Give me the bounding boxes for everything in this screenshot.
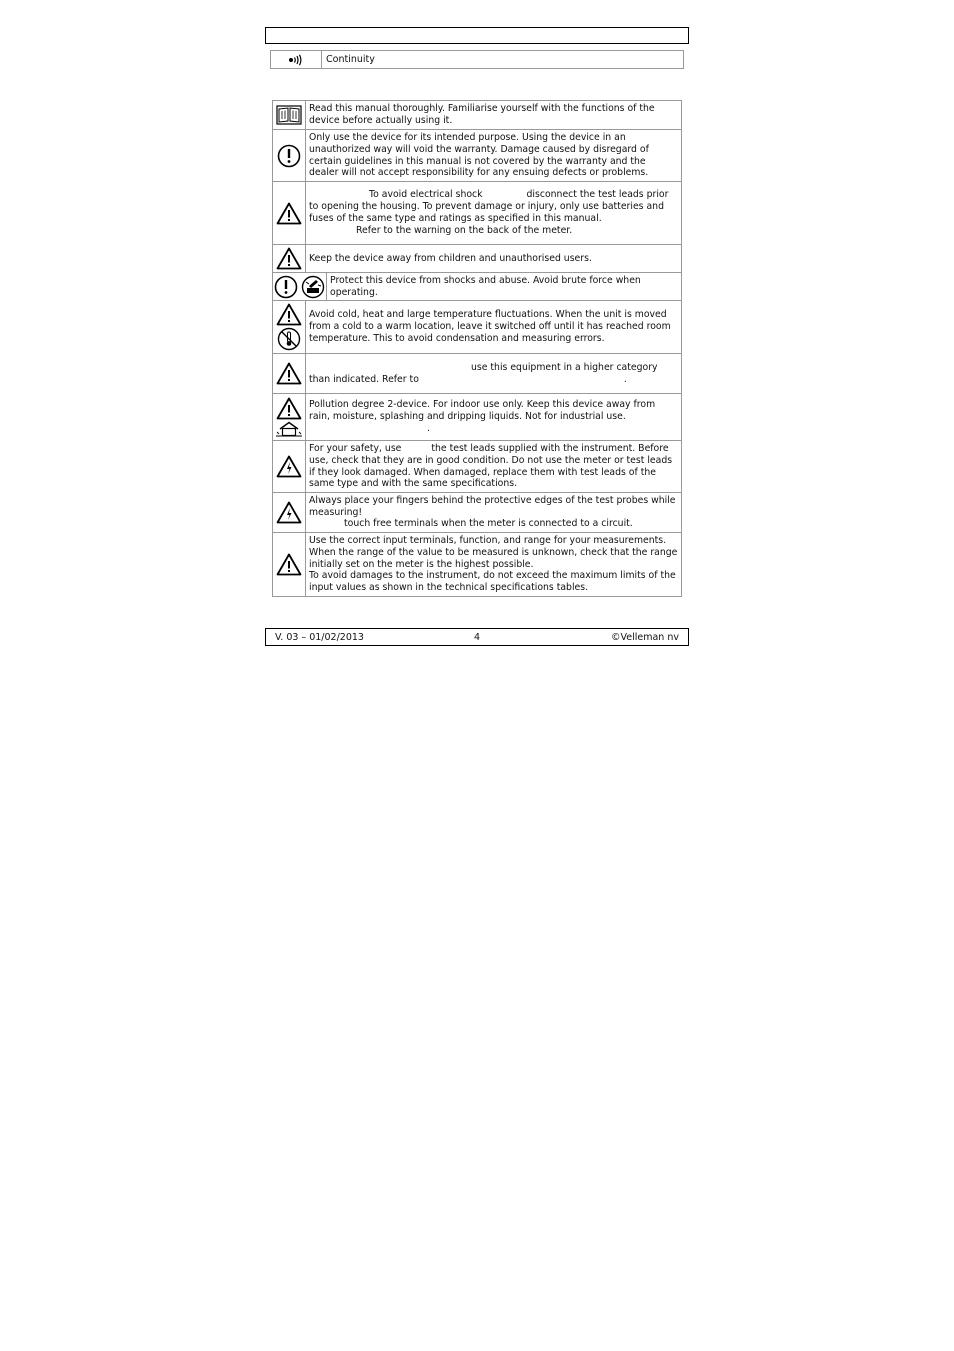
table-row (273, 441, 682, 493)
table-row (273, 182, 682, 245)
text-pollution: Pollution degree 2-device. For indoor use only. Keep this device away from rain, moisture, splashing and dripping liquids. Not for industrial use. . (306, 394, 682, 441)
header-box (265, 27, 689, 44)
table-row (273, 130, 682, 182)
text-electrical-shock: To avoid electrical shock disconnect the test leads prior to opening the housing. To prevent damage or injury, only use batteries and fuses of the same type and ratings as specified in this manual. Refer to the warning on the back of the meter. (306, 182, 682, 245)
table-row (273, 101, 682, 130)
text-fingers: Always place your fingers behind the protective edges of the test probes while measuring! touch free terminals when the meter is connected to a circuit. (306, 493, 682, 533)
warning-triangle-icon (273, 533, 306, 597)
table-row (273, 301, 682, 354)
table-row (273, 493, 682, 533)
footer-version: V. 03 – 01/02/2013 (275, 631, 364, 643)
symbol-table (270, 50, 684, 69)
warning-triangle-icon (273, 245, 306, 273)
text-input-terminals: Use the correct input terminals, function, and range for your measurements. When the range of the value to be measured is unknown, check that the range initially set on the meter is the highest possible. To avoid damages to the instrument, do not exceed the maximum limits of the input values as shown in the technical specifications tables. (306, 533, 682, 597)
text-temperature: Avoid cold, heat and large temperature fluctuations. When the unit is moved from a cold to a warm location, leave it switched off until it has reached room temperature. This to avoid condensation and measuring errors. (306, 301, 682, 354)
continuity-icon (271, 51, 322, 68)
exclamation-circle-icon (273, 130, 306, 182)
warning-triangle-icon (273, 354, 306, 394)
table-row (273, 245, 682, 273)
continuity-label: Continuity (326, 54, 375, 65)
table-row (273, 273, 682, 301)
warning-triangle-icon (276, 303, 302, 326)
text-test-leads: For your safety, use the test leads supplied with the instrument. Before use, check that they are in good condition. Do not use the meter or test leads if they look damaged. When damaged, replace them with test leads of the same type and with the same specifications. (306, 441, 682, 493)
high-voltage-triangle-icon (273, 493, 306, 533)
text-read-manual: Read this manual thoroughly. Familiarise yourself with the functions of the device before actually using it. (306, 101, 682, 130)
table-row (273, 533, 682, 597)
high-voltage-triangle-icon (273, 441, 306, 493)
safety-table (272, 100, 682, 597)
table-row (273, 394, 682, 441)
no-temperature-icon (277, 327, 301, 351)
text-intended-purpose: Only use the device for its intended purpose. Using the device in an unauthorized way will void the warranty. Damage caused by disregard of certain guidelines in this manual is not covered by the warranty and the dealer will not accept responsibility for any ensuing defects or problems. (306, 130, 682, 182)
shock-hammer-icon (301, 275, 325, 299)
footer-page-number: 4 (474, 631, 481, 643)
table-row (273, 354, 682, 394)
indoor-house-icon (275, 421, 303, 437)
text-shocks-abuse: Protect this device from shocks and abuse. Avoid brute force when operating. (330, 274, 641, 298)
text-children: Keep the device away from children and unauthorised users. (306, 245, 682, 273)
text-category: use this equipment in a higher category than indicated. Refer to . (306, 354, 682, 394)
footer-copyright: ©Velleman nv (611, 631, 679, 643)
exclamation-circle-icon (274, 275, 298, 299)
book-icon (273, 101, 306, 130)
warning-triangle-icon (276, 397, 302, 420)
page-footer (265, 628, 689, 646)
warning-triangle-icon (273, 182, 306, 245)
